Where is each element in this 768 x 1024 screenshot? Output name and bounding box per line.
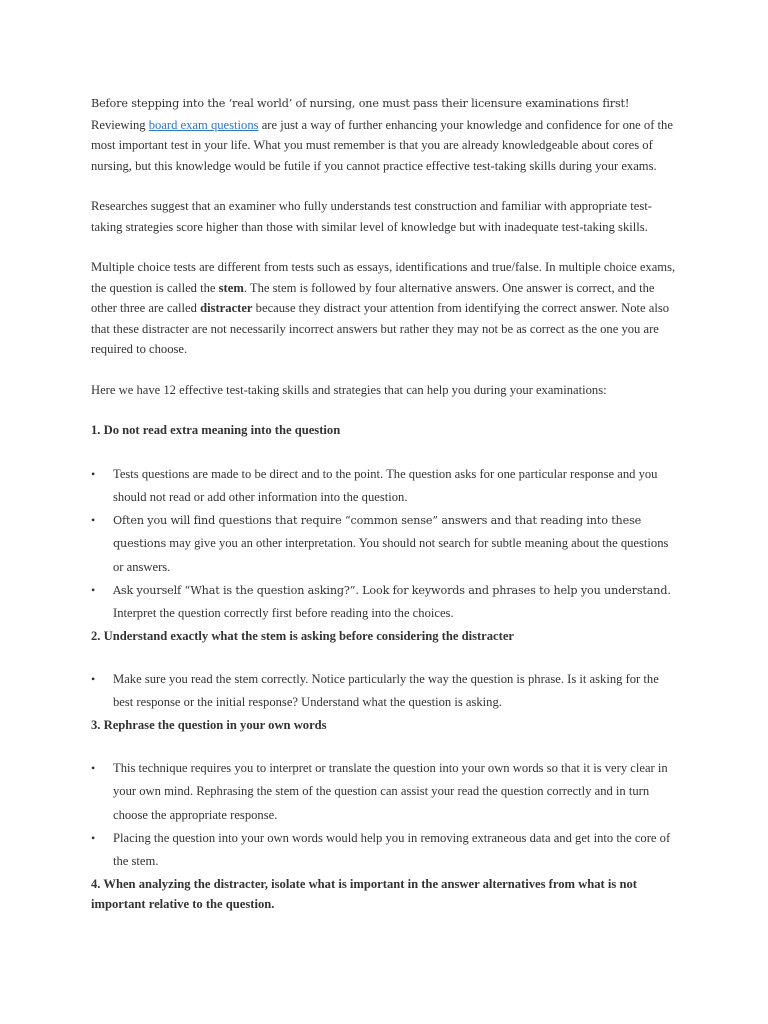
intro-paragraph — [91, 115, 676, 177]
board-exam-questions-link[interactable]: board exam questions — [148, 117, 259, 132]
list-item — [91, 579, 676, 626]
spacer — [91, 237, 676, 257]
section-heading-2: 2. Understand exactly what the stem is asking before considering the distracter — [91, 628, 515, 643]
bullet-icon: • — [91, 582, 96, 597]
document-body — [91, 94, 676, 915]
list-item-text-alt: Ask yourself “What is the question asking?”. Look for keywords and phrases to help you understand. — [113, 583, 671, 597]
list-item-text: Make sure you read the stem correctly. Notice particularly the way the question is phrase. Is it asking for the best response or the initial response? Understand what the question is asking. — [113, 672, 659, 710]
list-item-text: This technique requires you to interpret or translate the question into your own words so that it is very clear in your own mind. Rephrasing the stem of the question can assist your read the question correctly and in turn choose the appropriate response. — [113, 761, 668, 822]
list-item — [91, 463, 676, 510]
bullet-icon: • — [91, 466, 96, 481]
list-item — [91, 509, 676, 579]
section-3-list — [91, 757, 676, 873]
list-item-text: may give you an other interpretation. You should not search for subtle meaning about the questions or answers. — [113, 536, 669, 574]
mc-text-c: . The stem is followed by four alternative answers. One answer is correct, and the other three are called — [91, 280, 655, 315]
list-item — [91, 827, 676, 874]
strategies-intro: Here we have 12 effective test-taking skills and strategies that can help you during your examinations: — [91, 382, 607, 397]
list-item-text: Interpret the question correctly first before reading into the choices. — [113, 606, 454, 621]
list-item-text: Placing the question into your own words would help you in removing extraneous data and get into the core of the stem. — [113, 831, 671, 869]
list-item-text: Tests questions are made to be direct and to the point. The question asks for one particular response and you should not read or add other information into the question. — [113, 466, 658, 504]
section-heading-4: 4. When analyzing the distracter, isolate what is important in the answer alternatives from what is not important relative to the question. — [91, 876, 637, 912]
bullet-icon: • — [91, 672, 96, 687]
intro-line: Before stepping into the ‘real world’ of nursing, one must pass their licensure examinations first! — [91, 97, 630, 110]
section-1-list — [91, 463, 676, 626]
distracter-term: distracter — [200, 301, 253, 315]
research-paragraph: Researches suggest that an examiner who fully understands test construction and familiar with appropriate test-taking strategies score higher than those with similar level of knowledge but with inadequate test-taking skills. — [91, 199, 652, 234]
stem-term: stem — [218, 280, 244, 295]
mc-text-a: Multiple choice tests are different from tests such as essays, identifications and true/false. In multiple choice exams, the question is called the — [91, 260, 676, 295]
multiple-choice-paragraph — [91, 257, 676, 360]
section-heading-1: 1. Do not read extra meaning into the question — [91, 423, 341, 437]
intro-text-post: are just a way of further enhancing your knowledge and confidence for one of the most important test in your life. What you must remember is that you are already knowledgeable about cores of nursing, but this knowledge would be futile if you cannot practice effective test-taking skills during your exams. — [91, 117, 673, 173]
bullet-icon: • — [91, 831, 96, 846]
list-item — [91, 757, 676, 827]
intro-text-pre: Reviewing — [91, 117, 149, 132]
section-2-list — [91, 668, 676, 715]
spacer — [91, 176, 676, 196]
spacer — [91, 646, 676, 668]
spacer — [91, 400, 676, 420]
list-item — [91, 668, 676, 715]
spacer — [91, 735, 676, 757]
spacer — [91, 441, 676, 463]
list-item-text-alt: Often you will find questions that require “common sense” answers and that reading into these questions — [113, 514, 642, 551]
section-heading-3: 3. Rephrase the question in your own words — [91, 717, 327, 732]
bullet-icon: • — [91, 513, 96, 528]
mc-text-e: because they distract your attention from identifying the correct answer. Note also that these distracter are not necessarily incorrect answers but rather they may not be as correct as the one you are required to choose. — [91, 301, 670, 356]
spacer — [91, 360, 676, 380]
bullet-icon: • — [91, 761, 96, 776]
